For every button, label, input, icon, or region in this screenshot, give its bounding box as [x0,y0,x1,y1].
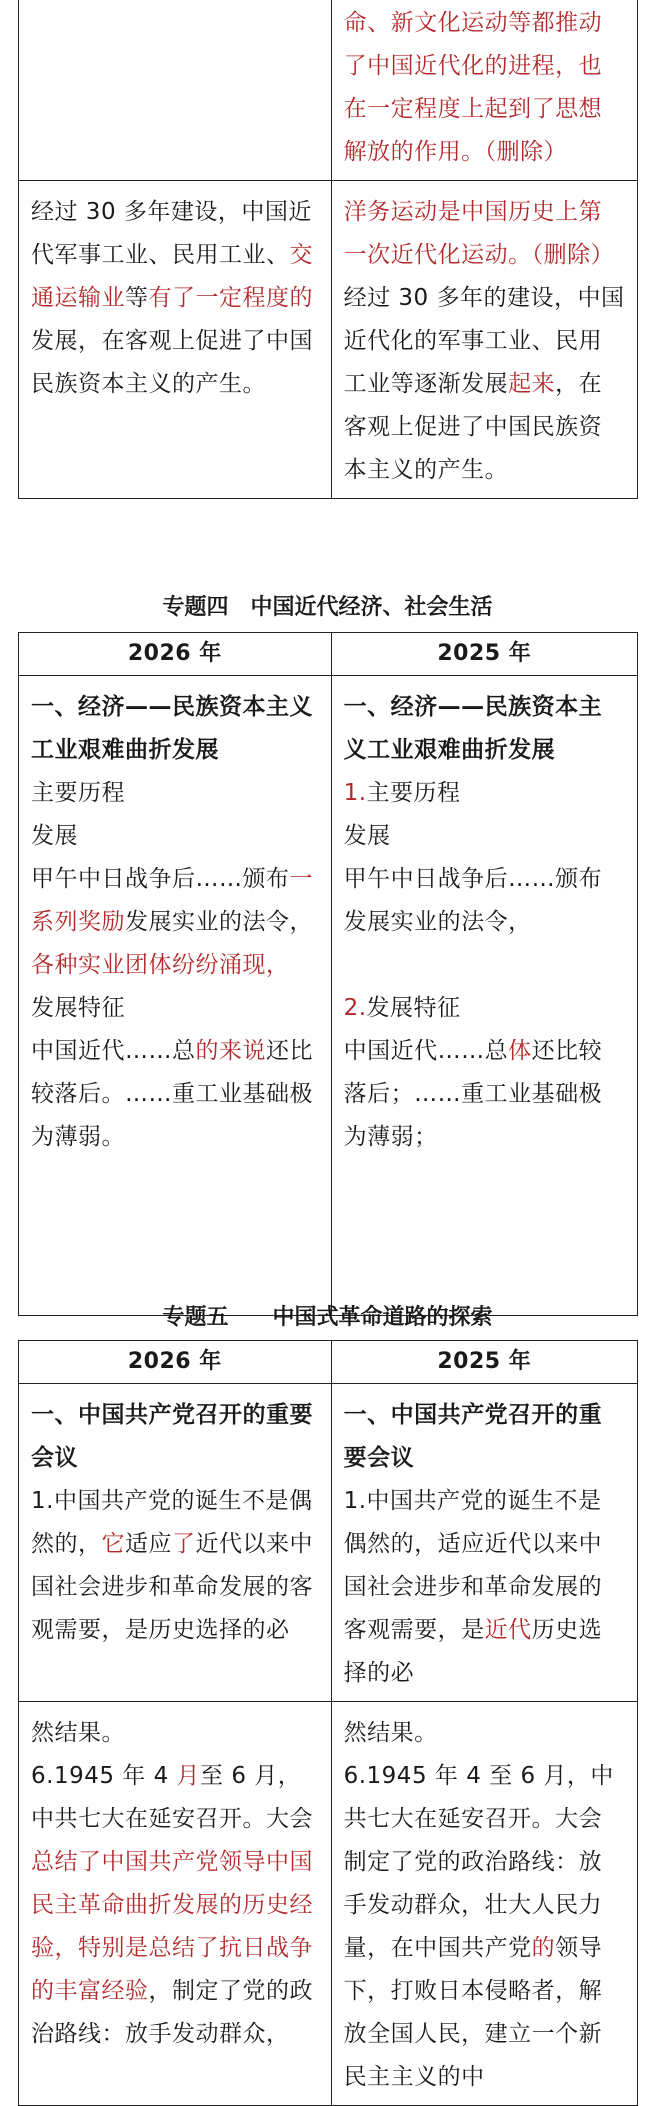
text: 发展 [343,823,391,849]
text: 历史选择的必 [343,1617,603,1686]
text: 然结果。 [343,1720,438,1746]
text-paragraph [31,858,319,987]
table-row [19,1702,638,2106]
text: 然结果。 [31,1720,125,1746]
text-paragraph [31,1030,319,1159]
text: 发展特征 [366,995,461,1021]
cell-2026 [19,1384,332,1702]
text-red: 体 [508,1038,532,1064]
comparison-table-section3 [18,0,638,499]
text: ，在客观上促进了中国民族资本主义的产生。 [343,371,603,483]
cell-heading: 一、中国共产党召开的重要会议 [31,1402,313,1471]
text: 甲午中日战争后……颁布发展实业的法令， [343,866,603,935]
text: 发展，在客观上促进了中国民族资本主义的产生。 [31,328,313,397]
text: ，制定了党的政治路线：放手发动群众， [31,1978,313,2047]
text-red: 洋务运动是中国历史上第一次近代化运动。（删除） [343,199,615,268]
text: 甲午中日战争后……颁布 [31,866,290,892]
text-paragraph [344,987,625,1030]
cell-2025 [331,1702,637,2106]
spacer [344,944,625,987]
section-title: 专题五 中国式革命道路的探索 [162,1305,493,1330]
table-row [19,1384,638,1702]
text: 经过 30 多年的建设，中国近代化的军事工业、民用工业等逐渐发展 [343,285,625,397]
text: 中国近代……总 [343,1038,509,1064]
text-red: 1. [343,780,367,806]
text: 主要历程 [31,780,125,806]
column-header-2026: 2026 年 [19,1341,332,1384]
text-paragraph [344,1755,625,2099]
text: 发展实业的法令， [125,909,313,935]
text: 还比较落后；……重工业基础极为薄弱； [343,1038,603,1150]
text-red: 交通运输业 [31,242,313,311]
text-paragraph [31,1755,319,2056]
text-red: 一系列奖励 [31,866,313,935]
cell-2026 [19,181,332,499]
cell-heading: 一、中国共产党召开的重要会议 [343,1402,603,1471]
table-row [19,0,638,181]
text-red: 有了一定程度的 [148,285,313,311]
text: 1.中国共产党的诞生不是偶然的，适应近代以来中国社会进步和革命发展的客观需要，是 [343,1488,603,1643]
text-red: 各种实业团体纷纷涌现， [31,952,290,978]
text: 发展特征 [31,995,125,1021]
cell-2025 [331,676,637,1316]
text: 至 6 月，中共七大在延安召开。大会 [31,1763,313,1832]
cell-2025 [331,181,637,499]
text: 等 [125,285,149,311]
cell-heading: 一、经济——民族资本主义工业艰难曲折发展 [31,694,313,763]
cell-2025 [331,1384,637,1702]
cell-2026 [19,676,332,1316]
text-red: 了 [172,1531,196,1557]
text-red: 命、新文化运动等都推动了中国近代化的进程，也在一定程度上起到了思想解放的作用。（删除） [343,10,603,165]
text-paragraph [344,772,625,815]
text-paragraph [344,1480,625,1695]
cell-2026 [19,0,332,181]
column-header-2026: 2026 年 [19,633,332,676]
text-red: 近代 [484,1617,532,1643]
column-header-2025: 2025 年 [331,1341,637,1384]
text-paragraph [31,1480,319,1652]
text: 主要历程 [366,780,461,806]
column-header-2025: 2025 年 [331,633,637,676]
text-red: 总结了中国共产党领导中国民主革命曲折发展的历史经验，特别是总结了抗日战争的丰富经验 [31,1849,313,2004]
text: 还比较落后。……重工业基础极为薄弱。 [31,1038,313,1150]
comparison-table-section4 [18,632,638,1316]
text: 领导下，打败日本侵略者，解放全国人民，建立一个新民主主义的中 [343,1935,603,2090]
text: 适应 [125,1531,172,1557]
text-paragraph [344,1030,625,1159]
text: 6.1945 年 4 至 6 月，中共七大在延安召开。大会制定了党的政治路线：放手发动群众，壮大人民力量，在中国共产党 [343,1763,614,1961]
table-header-row [19,633,638,676]
text-red: 的 [531,1935,556,1961]
comparison-table-section5 [18,1340,638,2106]
table-header-row [19,1341,638,1384]
text-red: 2. [343,995,367,1021]
text: 6.1945 年 4 [31,1763,177,1789]
text-red: 它 [101,1531,125,1557]
text: 经过 30 多年建设，中国近代军事工业、民用工业、 [31,199,312,268]
table-row [19,676,638,1316]
cell-heading: 一、经济——民族资本主义工业艰难曲折发展 [343,694,603,763]
cell-2026 [19,1702,332,2106]
text-red: 的来说 [195,1038,266,1064]
text: 发展 [31,823,78,849]
cell-2025 [331,0,637,181]
section-title: 专题四 中国近代经济、社会生活 [162,595,493,620]
table-row [19,181,638,499]
text: 中国近代……总 [31,1038,196,1064]
text: 近代以来中国社会进步和革命发展的客观需要，是历史选择的必 [31,1531,313,1643]
text: 1.中国共产党的诞生不是偶然的， [31,1488,313,1557]
text-red: 起来 [508,371,556,397]
text-red: 月 [176,1763,201,1789]
